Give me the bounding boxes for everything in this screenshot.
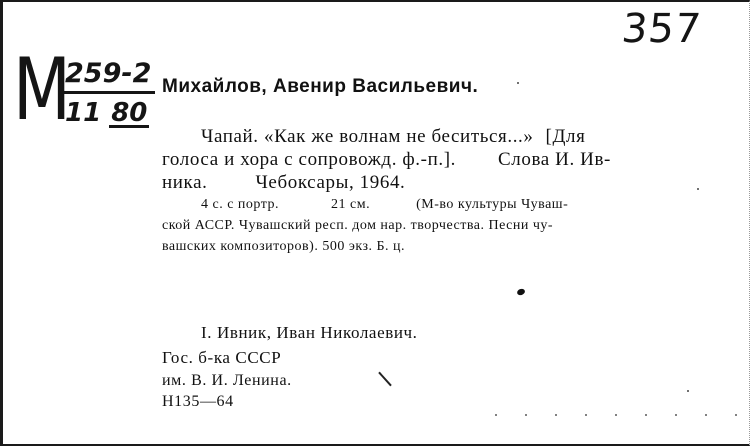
- title-line-3-b: Чебоксары, 1964.: [255, 172, 406, 193]
- title-line-1-a: Чапай. «Как же волнам не беситься...»: [201, 126, 534, 147]
- series-start: (М-во культуры Чуваш-: [416, 197, 569, 212]
- speck: [697, 188, 699, 190]
- collation-line-3: вашских композиторов). 500 экз. Б. ц.: [162, 239, 406, 254]
- ink-blot: [516, 288, 526, 296]
- title-line-3: [162, 172, 405, 194]
- collation-size: 21 см.: [331, 197, 371, 212]
- added-entry: I. Ивник, Иван Николаевич.: [201, 323, 418, 342]
- shelf-mark-sub: [65, 98, 149, 128]
- title-line-3-a: ника.: [162, 172, 208, 193]
- library-line-1: Гос. б-ка СССР: [162, 348, 282, 367]
- title-line-2-b: Слова И. Ив-: [497, 149, 611, 170]
- shelf-mark-year: 80: [111, 98, 148, 128]
- collation-line-1: [201, 197, 568, 213]
- title-line-2: [162, 149, 611, 171]
- title-line-1-b: [Для: [545, 126, 586, 147]
- shelf-mark-copy: 11: [65, 98, 102, 128]
- speck: [517, 82, 519, 84]
- pencil-tick-mark: [378, 372, 392, 387]
- library-line-3: Н135—64: [162, 393, 234, 410]
- shelf-mark-number: 259-2: [63, 58, 155, 94]
- speck: [687, 390, 689, 392]
- collation-line-2: ской АССР. Чувашский респ. дом нар. творчества. Песни чу-: [162, 218, 554, 233]
- shelf-mark-letter: М: [13, 40, 71, 140]
- library-line-2: им. В. И. Ленина.: [162, 372, 292, 389]
- collation-pages: 4 с. с портр.: [201, 197, 280, 212]
- title-line-1: [201, 126, 585, 148]
- dotted-rule: [481, 414, 741, 416]
- card-number: 357: [619, 6, 704, 52]
- author-heading: Михайлов, Авенир Васильевич.: [162, 76, 479, 97]
- title-line-2-a: голоса и хора с сопровожд. ф.-п.].: [162, 149, 456, 170]
